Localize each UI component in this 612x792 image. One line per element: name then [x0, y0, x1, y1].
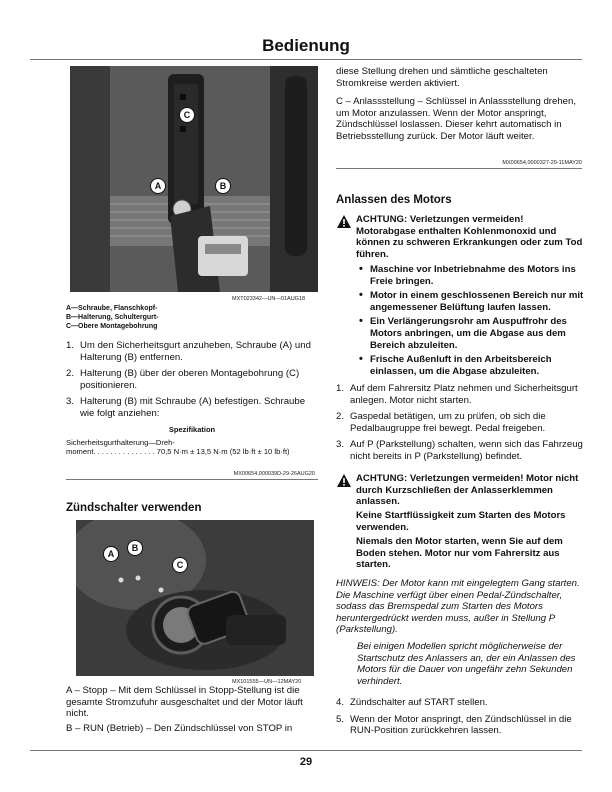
ignition-c-text: C – Anlassstellung – Schlüssel in Anlassstellung drehen, um Motor anzulassen. Wenn der Motor anspringt, Zündschlüssel loslassen. Dieser kehrt automatisch in Betriebsstellung zurück. Der Motor läuft weiter. [336, 96, 576, 142]
hinweis-text: HINWEIS: Der Motor kann mit eingelegtem Gang starten. Die Maschine verfügt über einen Pedal-Zündschalter, sodass das Bremspedal zum Starten des Motors heruntergedrückt werden muss, außer in Stellung P (Parkstellung). [336, 578, 580, 636]
ignition-a-text: A – Stopp – Mit dem Schlüssel in Stopp-Stellung ist die gesamte Stromzufuhr ausgeschaltet und der Motor läuft nicht. [66, 685, 303, 720]
warning-starting-fluid: Keine Startflüssigkeit zum Starten des Motors verwenden. [356, 510, 566, 533]
list-item: • Ein Verlängerungsrohr am Auspuffrohr des Motors anbringen, um die Abgase aus dem Bereich abzuleiten. [356, 316, 584, 351]
warning-icon [337, 474, 351, 487]
list-item: 3. Halterung (B) mit Schraube (A) befestigen. Schraube wie folgt anziehen: [66, 396, 306, 419]
figure-legend [66, 304, 266, 331]
callout-c: C [172, 557, 188, 573]
reference-code: MX00654,000039D-29-26AUG20 [233, 471, 315, 477]
callout-b: B [215, 178, 231, 194]
seatbelt-photo [70, 66, 318, 292]
section-rule [66, 479, 318, 480]
warning-short-circuit: ACHTUNG: Verletzungen vermeiden! Motor nicht durch Kurzschließen der Anlasserklemmen anlassen. [356, 473, 579, 508]
figure-code: MXT023342—UN—01AUG18 [232, 296, 306, 302]
section-rule [336, 168, 582, 169]
reference-code: MX00654,0000327-29-11MAY20 [502, 160, 582, 166]
list-item: • Maschine vor Inbetriebnahme des Motors ins Freie bringen. [356, 264, 584, 287]
ignition-b-continued: diese Stellung drehen und sämtliche geschalteten Stromkreise werden aktiviert. [336, 66, 548, 89]
warning-icon [337, 215, 351, 228]
start-steps-continued [336, 697, 586, 742]
ignition-b-text: B – RUN (Betrieb) – Den Zündschlüssel von STOP in [66, 723, 293, 734]
legend-item: B—Halterung, Schultergurt- [66, 314, 159, 321]
warning-seat-start: Niemals den Motor starten, wenn Sie auf dem Boden stehen. Motor nur vom Fahrersitz aus starten. [356, 536, 563, 571]
legend-item: C—Obere Montagebohrung [66, 323, 158, 330]
belt-steps [66, 340, 318, 425]
spec-line1: Sicherheitsgurthalterung—Dreh- [66, 438, 175, 447]
list-item: 2. Halterung (B) über der oberen Montagebohrung (C) positionieren. [66, 368, 300, 391]
hinweis-text-2: Bei einigen Modellen spricht möglicherweise der Startschutz des Anlassers an, der ein Anlassen des Motors für die Dauer von ungefähr zehn Sekunden verhindert. [357, 641, 576, 687]
list-item: • Frische Außenluft in den Arbeitsbereich einlassen, um die Abgase abzuleiten. [356, 354, 584, 377]
seatbelt-illustration [70, 66, 318, 292]
callout-c: C [179, 107, 195, 123]
page-title: Bedienung [262, 36, 350, 55]
spec-line2: moment. . . . . . . . . . . . . . . 70,5 N·m ± 13,5 N·m (52 lb·ft ± 10 lb·ft) [66, 447, 290, 456]
warning-bullets [356, 264, 584, 380]
list-item: 2. Gaspedal betätigen, um zu prüfen, ob sich die Pedalbaugruppe frei bewegt. Pedal freigeben. [336, 411, 546, 434]
start-steps [336, 383, 586, 468]
list-item: • Motor in einem geschlossenen Bereich nur mit angemessener Belüftung laufen lassen. [356, 290, 584, 313]
callout-a: A [103, 546, 119, 562]
header-rule [30, 59, 582, 60]
section-heading-ignition: Zündschalter verwenden [66, 502, 202, 514]
ignition-photo [76, 520, 314, 676]
warning-exhaust: ACHTUNG: Verletzungen vermeiden! Motorabgase enthalten Kohlenmonoxid und können zu schweren Erkrankungen oder zum Tod führen. [356, 214, 583, 260]
callout-a: A [150, 178, 166, 194]
list-item: 3. Auf P (Parkstellung) schalten, wenn sich das Fahrzeug nicht bereits in P (Parkstellung) befindet. [336, 439, 583, 462]
legend-item: A—Schraube, Flanschkopf- [66, 305, 158, 312]
footer-rule [30, 750, 582, 751]
page-number: 29 [299, 756, 313, 768]
list-item: 1. Um den Sicherheitsgurt anzuheben, Schraube (A) und Halterung (B) entfernen. [66, 340, 311, 363]
spec-title: Spezifikation [168, 425, 216, 434]
list-item: 1. Auf dem Fahrersitz Platz nehmen und Sicherheitsgurt anlegen. Motor nicht starten. [336, 383, 578, 406]
figure-code: MX101555—UN—12MAY20 [232, 679, 302, 685]
section-heading-start: Anlassen des Motors [336, 194, 452, 206]
callout-b: B [127, 540, 143, 556]
list-item: 4. Zündschalter auf START stellen. [336, 697, 488, 708]
list-item: 5. Wenn der Motor anspringt, den Zündschlüssel in die RUN-Position zurückkehren lassen. [336, 713, 572, 737]
ignition-illustration [76, 520, 314, 676]
